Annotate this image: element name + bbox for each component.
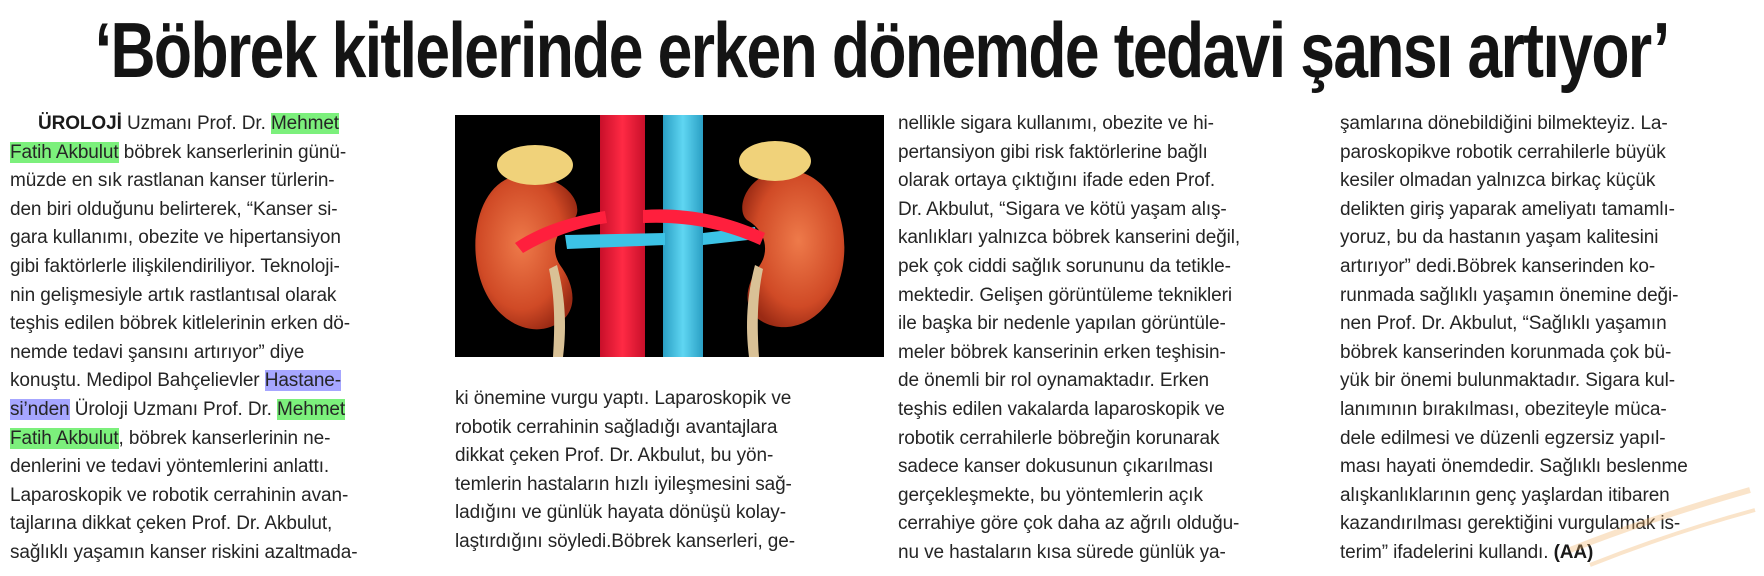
- text-line: robotik cerrahilerle böbreğin korunarak: [898, 427, 1220, 449]
- kidney-illustration: [455, 115, 884, 357]
- text-fragment: Üroloji Uzmanı Prof. Dr.: [69, 398, 278, 420]
- text-line: kazandırılması gerektiğini vurgulamak is-: [1340, 513, 1681, 535]
- text-line: de önemli bir rol oynamaktadır. Erken: [898, 370, 1210, 392]
- text-line: ladığını ve günlük hayata dönüşü kolay-: [455, 502, 786, 524]
- text-line: cerrahiye göre çok daha az ağrılı olduğu-: [898, 513, 1240, 535]
- text-line: dikkat çeken Prof. Dr. Akbulut, bu yön-: [455, 445, 774, 467]
- text-line: pertansiyon gibi risk faktörlerine bağlı: [898, 141, 1208, 163]
- text-line: nemde tedavi şansını artırıyor” diye: [10, 341, 305, 363]
- lead-keyword: ÜROLOJİ: [38, 113, 122, 134]
- text-line: şamlarına dönebildiğini bilmekteyiz. La-: [1340, 113, 1668, 134]
- kidney-illustration-svg: [455, 115, 884, 357]
- text-line: kesiler olmadan yalnızca birkaç küçük: [1340, 170, 1656, 192]
- text-line: Dr. Akbulut, “Sigara ve kötü yaşam alış-: [898, 198, 1227, 220]
- highlighted-name: Fatih Akbulut: [10, 141, 119, 163]
- text-line: dele edilmesi ve düzenli egzersiz yapıl-: [1340, 427, 1666, 449]
- source-signature: (AA): [1553, 541, 1594, 563]
- text-line: robotik cerrahinin sağladığı avantajlara: [455, 416, 778, 438]
- text-line: kanlıkları yalnızca böbrek kanserini değil,: [898, 227, 1241, 249]
- text-line: gibi faktörlerle ilişkilendiriliyor. Teknoloji-: [10, 255, 340, 277]
- highlighted-hospital: Hastane-: [264, 370, 341, 392]
- highlighted-name: Fatih Akbulut: [10, 427, 119, 449]
- highlighted-name: Mehmet: [270, 113, 339, 134]
- text-line: [10, 139, 430, 168]
- text-fragment: , böbrek kanserlerinin ne-: [118, 427, 331, 449]
- text-line: tajlarına dikkat çeken Prof. Dr. Akbulut,: [10, 513, 333, 535]
- highlighted-name: Mehmet: [277, 398, 346, 420]
- text-fragment: Uzmanı Prof. Dr.: [121, 113, 271, 134]
- highlighted-hospital: si’nden: [10, 398, 70, 420]
- article-column-1: [10, 110, 430, 568]
- text-line: alışkanlıklarının genç yaşlardan itibaren: [1340, 484, 1670, 506]
- text-line: denlerini ve tedavi yöntemlerini anlattı.: [10, 456, 330, 478]
- text-line: yoruz, bu da hastanın yaşam kalitesini: [1340, 227, 1659, 249]
- text-line: lanımının bırakılması, obeziteyle müca-: [1340, 398, 1667, 420]
- text-line: delikten giriş yaparak ameliyatı tamamlı-: [1340, 198, 1675, 220]
- text-line: ki önemine vurgu yaptı. Laparoskopik ve: [455, 388, 792, 409]
- text-line: böbrek kanserinden korunmada çok bü-: [1340, 341, 1672, 363]
- article-headline: ‘Böbrek kitlelerinde erken dönemde tedavi şansı artıyor’: [95, 6, 1669, 94]
- article-column-2: [455, 385, 885, 557]
- text-line: pek çok ciddi sağlık sorununu da tetikle-: [898, 255, 1231, 277]
- text-line: nellikle sigara kullanımı, obezite ve hi-: [898, 113, 1214, 134]
- text-line: [10, 110, 430, 139]
- text-line: ması hayati önemdedir. Sağlıklı beslenme: [1340, 456, 1688, 478]
- headline-container: [0, 0, 1764, 100]
- text-line: teşhis edilen böbrek kitlelerinin erken dö-: [10, 313, 351, 335]
- text-line: sadece kanser dokusunun çıkarılması: [898, 456, 1214, 478]
- text-line: yük bir önemi bulunmaktadır. Sigara kul-: [1340, 370, 1675, 392]
- watermark-graphic: [1560, 470, 1760, 570]
- text-line: nin gelişmesiyle artık rastlantısal olarak: [10, 284, 337, 306]
- text-fragment: terim” ifadelerini kullandı.: [1340, 541, 1554, 563]
- text-line: olarak ortaya çıktığını ifade eden Prof.: [898, 170, 1216, 192]
- text-line: paroskopikve robotik cerrahilerle büyük: [1340, 141, 1666, 163]
- text-fragment: konuştu. Medipol Bahçelievler: [10, 370, 265, 392]
- text-line: [10, 425, 430, 454]
- text-line: runmada sağlıklı yaşamın önemine deği-: [1340, 284, 1679, 306]
- text-line: mektedir. Gelişen görüntüleme teknikleri: [898, 284, 1232, 306]
- left-adrenal-shape: [497, 145, 573, 185]
- text-line: sağlıklı yaşamın kanser riskini azaltmada-: [10, 541, 358, 563]
- text-line: nen Prof. Dr. Akbulut, “Sağlıklı yaşamın: [1340, 313, 1667, 335]
- text-line: gara kullanımı, obezite ve hipertansiyon: [10, 227, 341, 249]
- vein-shape: [663, 115, 703, 357]
- text-line: [10, 396, 430, 425]
- text-line: ile başka bir nedenle yapılan görüntüle-: [898, 313, 1226, 335]
- text-line: temlerin hastaların hızlı iyileşmesini sağ-: [455, 473, 792, 495]
- text-line: nu ve hastaların kısa sürede günlük ya-: [898, 541, 1226, 563]
- text-line: Laparoskopik ve robotik cerrahinin avan-: [10, 484, 349, 506]
- text-line: meler böbrek kanserinin erken teşhisin-: [898, 341, 1226, 363]
- text-line: laştırdığını söyledi.Böbrek kanserleri, ge-: [455, 530, 795, 552]
- right-adrenal-shape: [739, 141, 811, 181]
- article-column-3: [898, 110, 1328, 568]
- text-line: artırıyor” dedi.Böbrek kanserinden ko-: [1340, 255, 1656, 277]
- text-line: müzde en sık rastlanan kanser türlerin-: [10, 170, 335, 192]
- text-fragment: böbrek kanserlerinin günü-: [118, 141, 347, 163]
- text-line: gerçekleşmekte, bu yöntemlerin açık: [898, 484, 1203, 506]
- text-line: teşhis edilen vakalarda laparoskopik ve: [898, 398, 1225, 420]
- text-line: den biri olduğunu belirterek, “Kanser si-: [10, 198, 338, 220]
- text-line: [10, 367, 430, 396]
